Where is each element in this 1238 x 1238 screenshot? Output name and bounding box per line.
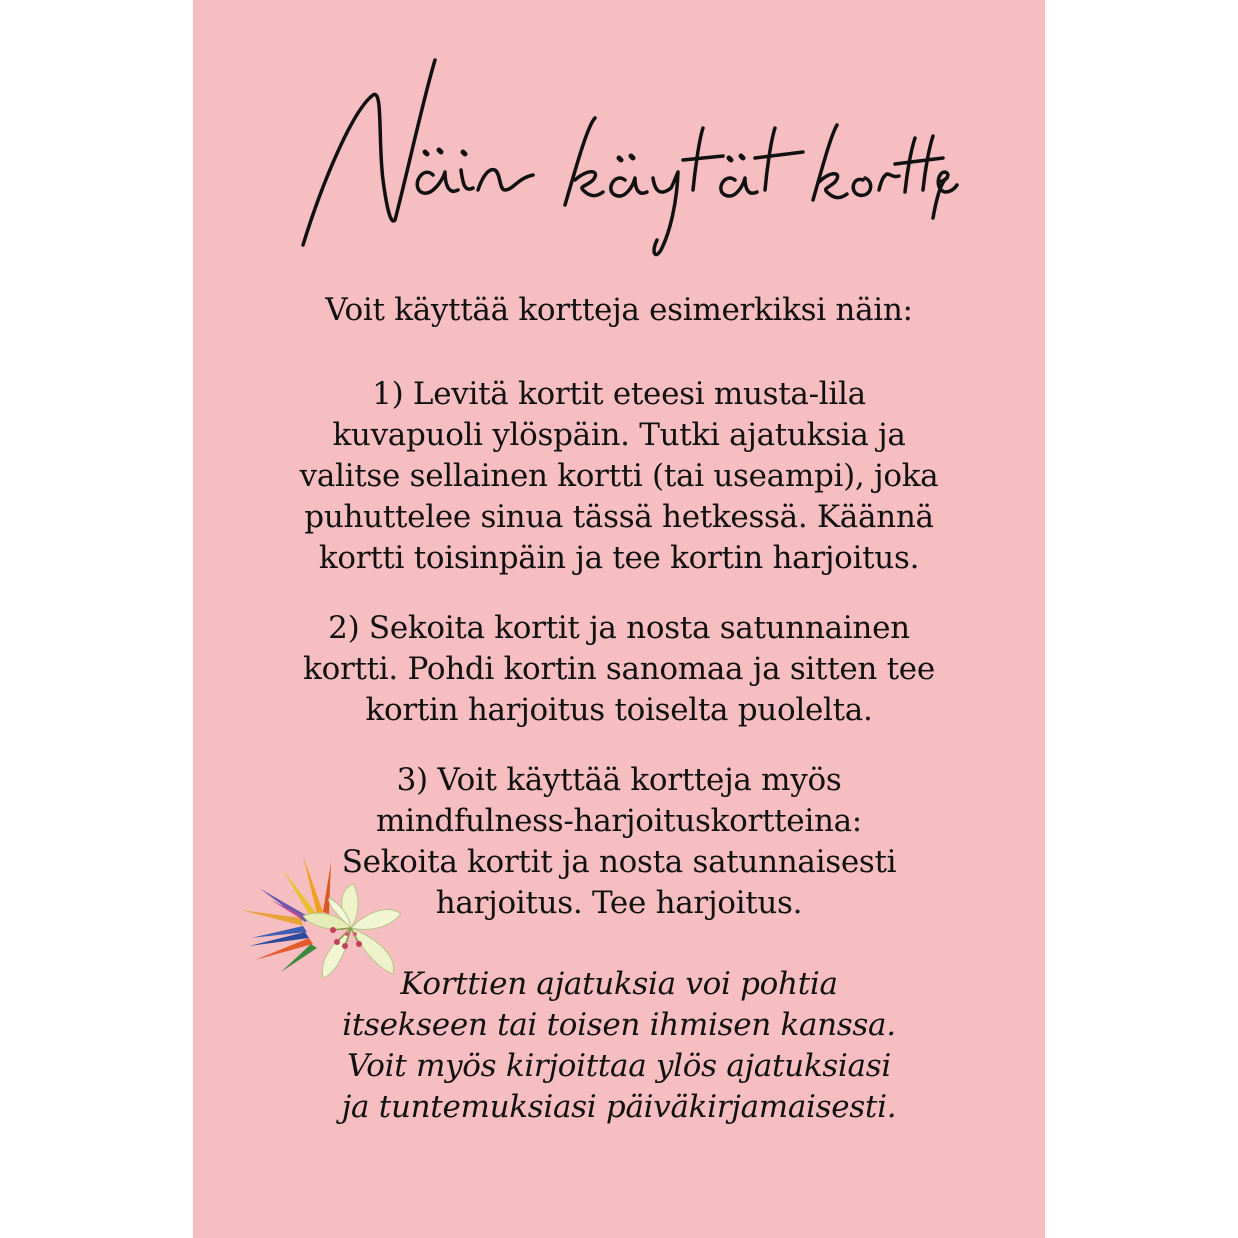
text-line: kuvapuoli ylöspäin. Tutki ajatuksia ja [332, 417, 906, 453]
text-line: kortin harjoitus toiselta puolelta. [365, 692, 873, 728]
instruction-2 [223, 608, 1015, 731]
text-line: Sekoita kortit ja nosta satunnaisesti [341, 844, 897, 880]
text-line: kortti toisinpäin ja tee kortin harjoitus. [318, 540, 920, 576]
text-line: valitse sellainen kortti (tai useampi), joka [299, 458, 939, 494]
text-line: itsekseen tai toisen ihmisen kanssa. [342, 1007, 896, 1043]
text-line: puhuttelee sinua tässä hetkessä. Käännä [304, 499, 934, 535]
closing-text [223, 964, 1015, 1128]
text-line: 3) Voit käyttää kortteja myös [396, 762, 842, 798]
intro-line: Voit käyttää kortteja esimerkiksi näin: [325, 292, 913, 328]
text-line: Voit myös kirjoittaa ylös ajatuksiasi [347, 1048, 891, 1084]
intro-text [223, 290, 1015, 331]
text-line: ja tuntemuksiasi päiväkirjamaisesti. [341, 1089, 897, 1125]
text-line: Korttien ajatuksia voi pohtia [400, 966, 838, 1002]
text-line: harjoitus. Tee harjoitus. [435, 885, 803, 921]
instruction-1 [223, 374, 1015, 579]
handwritten-title [283, 40, 963, 270]
text-line: 1) Levitä kortit eteesi musta-lila [372, 376, 866, 412]
text-line: 2) Sekoita kortit ja nosta satunnainen [328, 610, 910, 646]
text-line: kortti. Pohdi kortin sanomaa ja sitten tee [303, 651, 935, 687]
instruction-card [193, 0, 1045, 1238]
text-line: mindfulness-harjoituskortteina: [376, 803, 862, 839]
